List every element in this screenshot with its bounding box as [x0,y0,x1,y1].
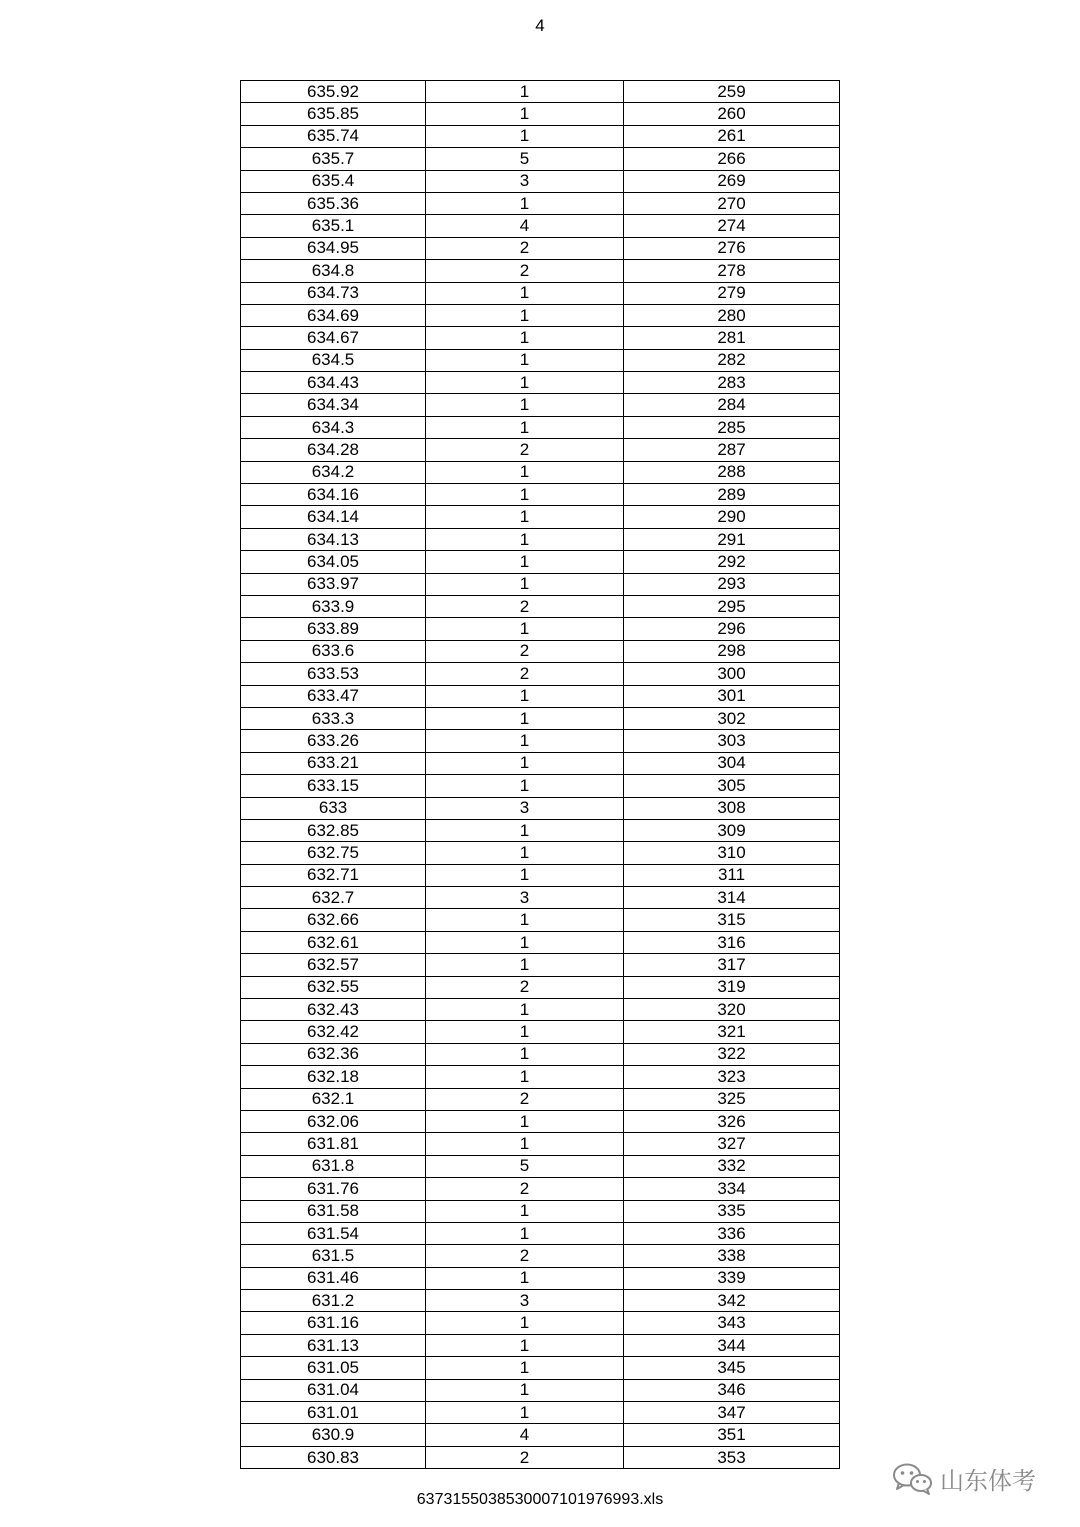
count-cell: 5 [426,148,624,170]
table-row [241,1155,840,1177]
count-cell: 2 [426,663,624,685]
count-cell: 1 [426,416,624,438]
count-cell: 1 [426,573,624,595]
count-cell: 2 [426,976,624,998]
cumulative-cell: 292 [624,551,840,573]
cumulative-cell: 305 [624,775,840,797]
table-row [241,976,840,998]
table-row [241,707,840,729]
cumulative-cell: 295 [624,595,840,617]
cumulative-cell: 351 [624,1424,840,1446]
score-cell: 632.66 [241,909,426,931]
score-cell: 634.3 [241,416,426,438]
score-cell: 632.43 [241,999,426,1021]
score-cell: 634.8 [241,260,426,282]
score-cell: 634.14 [241,506,426,528]
table-row [241,730,840,752]
cumulative-cell: 315 [624,909,840,931]
table-row [241,1446,840,1468]
count-cell: 1 [426,1379,624,1401]
count-cell: 3 [426,170,624,192]
score-cell: 635.7 [241,148,426,170]
table-row [241,618,840,640]
count-cell: 1 [426,707,624,729]
table-row [241,125,840,147]
cumulative-cell: 280 [624,304,840,326]
score-cell: 635.1 [241,215,426,237]
score-cell: 634.43 [241,372,426,394]
cumulative-cell: 278 [624,260,840,282]
table-row [241,1245,840,1267]
score-cell: 635.74 [241,125,426,147]
count-cell: 2 [426,1446,624,1468]
score-cell: 632.36 [241,1043,426,1065]
table-row [241,1088,840,1110]
count-cell: 1 [426,1021,624,1043]
table-row [241,1133,840,1155]
table-row [241,685,840,707]
table-row [241,103,840,125]
count-cell: 1 [426,327,624,349]
table-row [241,81,840,103]
count-cell: 1 [426,775,624,797]
score-cell: 634.5 [241,349,426,371]
table-row [241,528,840,550]
count-cell: 1 [426,842,624,864]
count-cell: 1 [426,349,624,371]
count-cell: 1 [426,864,624,886]
score-cell: 632.1 [241,1088,426,1110]
cumulative-cell: 279 [624,282,840,304]
cumulative-cell: 325 [624,1088,840,1110]
watermark [892,1461,1036,1496]
score-cell: 631.46 [241,1267,426,1289]
score-cell: 633.47 [241,685,426,707]
cumulative-cell: 323 [624,1066,840,1088]
score-table [240,80,840,1469]
cumulative-cell: 327 [624,1133,840,1155]
count-cell: 1 [426,954,624,976]
count-cell: 3 [426,887,624,909]
cumulative-cell: 311 [624,864,840,886]
cumulative-cell: 290 [624,506,840,528]
cumulative-cell: 310 [624,842,840,864]
score-cell: 633.15 [241,775,426,797]
cumulative-cell: 344 [624,1334,840,1356]
table-row [241,327,840,349]
score-cell: 635.85 [241,103,426,125]
table-row [241,416,840,438]
table-row [241,1267,840,1289]
count-cell: 1 [426,1043,624,1065]
count-cell: 1 [426,1402,624,1424]
cumulative-cell: 301 [624,685,840,707]
score-cell: 634.2 [241,461,426,483]
cumulative-cell: 342 [624,1290,840,1312]
cumulative-cell: 308 [624,797,840,819]
cumulative-cell: 321 [624,1021,840,1043]
table-row [241,1312,840,1334]
count-cell: 2 [426,260,624,282]
cumulative-cell: 261 [624,125,840,147]
cumulative-cell: 334 [624,1178,840,1200]
score-cell: 635.92 [241,81,426,103]
count-cell: 2 [426,1178,624,1200]
cumulative-cell: 346 [624,1379,840,1401]
count-cell: 1 [426,1110,624,1132]
score-cell: 634.34 [241,394,426,416]
table-row [241,954,840,976]
count-cell: 1 [426,282,624,304]
cumulative-cell: 270 [624,192,840,214]
score-cell: 631.01 [241,1402,426,1424]
cumulative-cell: 296 [624,618,840,640]
count-cell: 1 [426,551,624,573]
cumulative-cell: 347 [624,1402,840,1424]
count-cell: 1 [426,685,624,707]
table-row [241,1290,840,1312]
score-cell: 632.85 [241,819,426,841]
count-cell: 1 [426,125,624,147]
count-cell: 1 [426,931,624,953]
score-cell: 632.55 [241,976,426,998]
count-cell: 3 [426,1290,624,1312]
score-cell: 631.81 [241,1133,426,1155]
score-cell: 634.69 [241,304,426,326]
table-row [241,1357,840,1379]
count-cell: 3 [426,797,624,819]
cumulative-cell: 300 [624,663,840,685]
table-row [241,775,840,797]
score-cell: 631.05 [241,1357,426,1379]
cumulative-cell: 336 [624,1222,840,1244]
table-row [241,1379,840,1401]
score-cell: 631.16 [241,1312,426,1334]
cumulative-cell: 289 [624,484,840,506]
score-cell: 634.67 [241,327,426,349]
count-cell: 2 [426,1088,624,1110]
count-cell: 1 [426,192,624,214]
table-row [241,170,840,192]
cumulative-cell: 285 [624,416,840,438]
table-row [241,887,840,909]
table-row [241,797,840,819]
cumulative-cell: 281 [624,327,840,349]
score-cell: 632.18 [241,1066,426,1088]
score-cell: 633.6 [241,640,426,662]
score-cell: 634.73 [241,282,426,304]
table-row [241,506,840,528]
table-row [241,260,840,282]
score-cell: 631.13 [241,1334,426,1356]
table-row [241,215,840,237]
cumulative-cell: 284 [624,394,840,416]
cumulative-cell: 304 [624,752,840,774]
cumulative-cell: 291 [624,528,840,550]
score-cell: 633.21 [241,752,426,774]
cumulative-cell: 287 [624,439,840,461]
count-cell: 1 [426,461,624,483]
cumulative-cell: 353 [624,1446,840,1468]
table-row [241,1043,840,1065]
table-row [241,237,840,259]
cumulative-cell: 309 [624,819,840,841]
table-row [241,282,840,304]
score-cell: 634.28 [241,439,426,461]
table-row [241,663,840,685]
count-cell: 1 [426,752,624,774]
count-cell: 4 [426,215,624,237]
cumulative-cell: 322 [624,1043,840,1065]
score-cell: 632.75 [241,842,426,864]
count-cell: 1 [426,1312,624,1334]
table-row [241,1222,840,1244]
cumulative-cell: 316 [624,931,840,953]
count-cell: 1 [426,1066,624,1088]
score-cell: 634.13 [241,528,426,550]
table-row [241,461,840,483]
table-row [241,573,840,595]
score-cell: 632.42 [241,1021,426,1043]
count-cell: 1 [426,394,624,416]
score-cell: 632.57 [241,954,426,976]
score-cell: 633 [241,797,426,819]
score-cell: 633.9 [241,595,426,617]
table-row [241,1021,840,1043]
table-row [241,349,840,371]
score-cell: 633.26 [241,730,426,752]
score-cell: 632.06 [241,1110,426,1132]
cumulative-cell: 303 [624,730,840,752]
footer-filename: 637315503853000710197699​3.xls [416,1491,664,1508]
cumulative-cell: 317 [624,954,840,976]
score-cell: 632.61 [241,931,426,953]
score-cell: 631.04 [241,1379,426,1401]
cumulative-cell: 314 [624,887,840,909]
cumulative-cell: 260 [624,103,840,125]
table-row [241,192,840,214]
count-cell: 2 [426,640,624,662]
score-cell: 634.95 [241,237,426,259]
cumulative-cell: 282 [624,349,840,371]
count-cell: 1 [426,103,624,125]
table-row [241,595,840,617]
count-cell: 1 [426,528,624,550]
count-cell: 1 [426,909,624,931]
score-cell: 631.5 [241,1245,426,1267]
cumulative-cell: 320 [624,999,840,1021]
table-row [241,304,840,326]
table-row [241,484,840,506]
score-cell: 635.4 [241,170,426,192]
count-cell: 1 [426,618,624,640]
count-cell: 1 [426,372,624,394]
score-cell: 631.2 [241,1290,426,1312]
cumulative-cell: 335 [624,1200,840,1222]
count-cell: 1 [426,1334,624,1356]
count-cell: 4 [426,1424,624,1446]
count-cell: 1 [426,506,624,528]
table-row [241,640,840,662]
score-cell: 632.7 [241,887,426,909]
table-row [241,1200,840,1222]
score-cell: 634.16 [241,484,426,506]
table-row [241,372,840,394]
count-cell: 1 [426,1200,624,1222]
count-cell: 1 [426,730,624,752]
cumulative-cell: 302 [624,707,840,729]
count-cell: 1 [426,999,624,1021]
cumulative-cell: 269 [624,170,840,192]
score-cell: 631.54 [241,1222,426,1244]
cumulative-cell: 326 [624,1110,840,1132]
cumulative-cell: 332 [624,1155,840,1177]
table-row [241,551,840,573]
table-row [241,439,840,461]
count-cell: 1 [426,1357,624,1379]
score-cell: 633.89 [241,618,426,640]
table-row [241,394,840,416]
table-row [241,819,840,841]
page-number: 4 [535,16,545,35]
table-row [241,864,840,886]
count-cell: 1 [426,1133,624,1155]
count-cell: 1 [426,1267,624,1289]
table-row [241,1110,840,1132]
cumulative-cell: 288 [624,461,840,483]
table-row [241,1334,840,1356]
cumulative-cell: 343 [624,1312,840,1334]
table-row [241,931,840,953]
score-cell: 633.97 [241,573,426,595]
score-cell: 631.58 [241,1200,426,1222]
count-cell: 1 [426,304,624,326]
score-cell: 632.71 [241,864,426,886]
count-cell: 1 [426,484,624,506]
score-table-body [241,81,840,1469]
table-row [241,1402,840,1424]
table-row [241,1424,840,1446]
cumulative-cell: 274 [624,215,840,237]
cumulative-cell: 319 [624,976,840,998]
cumulative-cell: 259 [624,81,840,103]
count-cell: 1 [426,1222,624,1244]
table-row [241,842,840,864]
count-cell: 2 [426,237,624,259]
table-row [241,148,840,170]
table-row [241,1066,840,1088]
table-row [241,999,840,1021]
score-cell: 631.76 [241,1178,426,1200]
score-cell: 630.9 [241,1424,426,1446]
score-cell: 633.3 [241,707,426,729]
watermark-text: 山东体考 [940,1468,1036,1495]
score-cell: 633.53 [241,663,426,685]
table-row [241,909,840,931]
cumulative-cell: 338 [624,1245,840,1267]
count-cell: 1 [426,81,624,103]
cumulative-cell: 283 [624,372,840,394]
count-cell: 5 [426,1155,624,1177]
score-cell: 635.36 [241,192,426,214]
cumulative-cell: 276 [624,237,840,259]
cumulative-cell: 298 [624,640,840,662]
count-cell: 2 [426,595,624,617]
cumulative-cell: 266 [624,148,840,170]
wechat-icon [892,1462,934,1496]
count-cell: 2 [426,1245,624,1267]
table-row [241,1178,840,1200]
count-cell: 1 [426,819,624,841]
score-cell: 631.8 [241,1155,426,1177]
table-row [241,752,840,774]
cumulative-cell: 293 [624,573,840,595]
cumulative-cell: 345 [624,1357,840,1379]
score-cell: 634.05 [241,551,426,573]
count-cell: 2 [426,439,624,461]
cumulative-cell: 339 [624,1267,840,1289]
score-cell: 630.83 [241,1446,426,1468]
